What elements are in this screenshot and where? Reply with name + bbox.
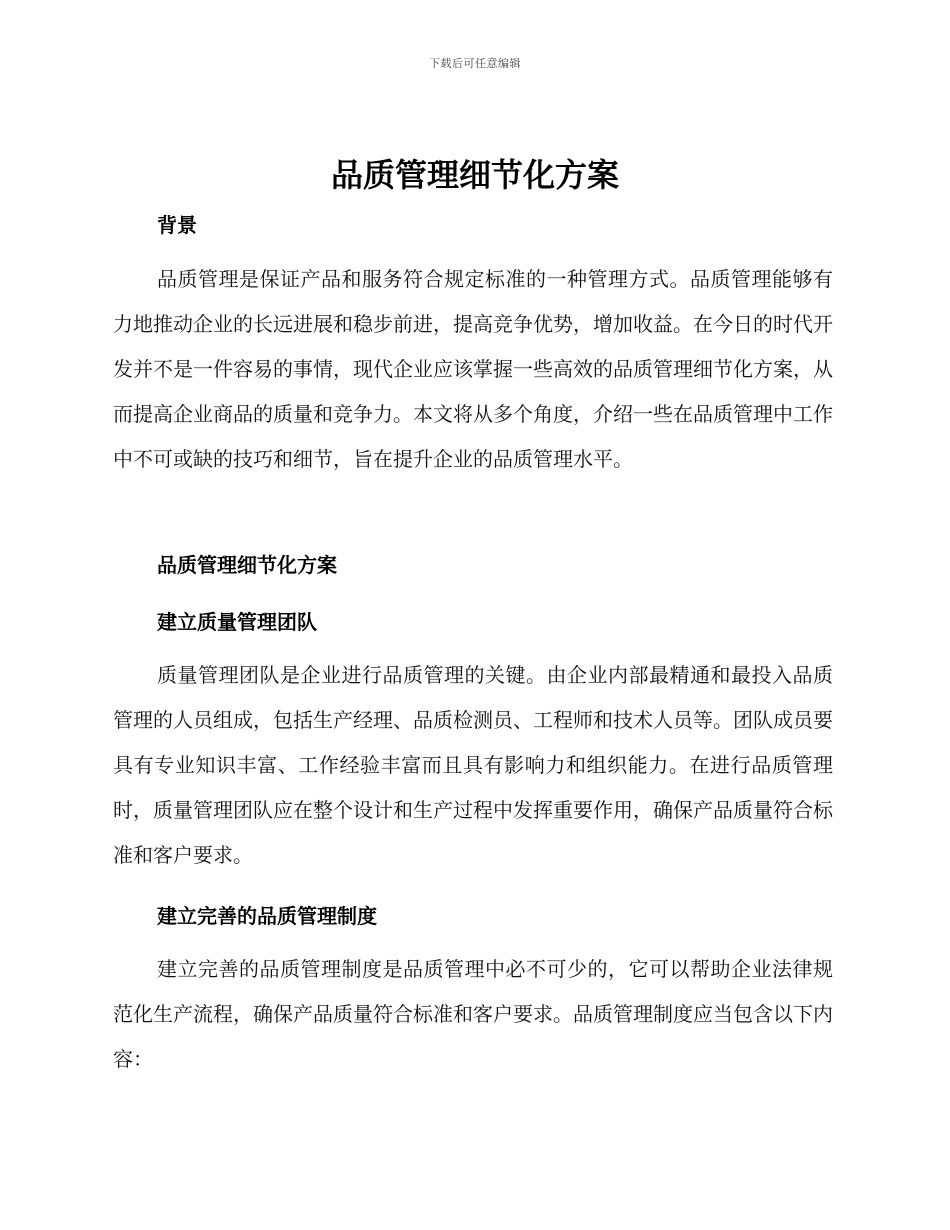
team-heading: 建立质量管理团队: [157, 610, 317, 634]
document-title: 品质管理细节化方案: [330, 156, 619, 194]
background-heading: 背景: [157, 213, 197, 237]
team-paragraph: 质量管理团队是企业进行品质管理的关键。由企业内部最精通和最投入品质管理的人员组成，包括生产经理、品质检测员、工程师和技术人员等。团队成员要具有专业知识丰富、工作经验丰富而且具有影响力和组织能力。在进行品质管理时，质量管理团队应在整个设计和生产过程中发挥重要作用，确保产品质量符合标准和客户要求。: [113, 663, 833, 867]
team-section-body: [113, 653, 833, 878]
background-section-body: [113, 257, 833, 482]
team-section-heading-wrap: [113, 606, 833, 635]
plan-heading: 品质管理细节化方案: [157, 553, 337, 577]
header-note: 下载后可任意编辑: [429, 57, 521, 70]
system-paragraph: 建立完善的品质管理制度是品质管理中必不可少的，它可以帮助企业法律规范化生产流程，确保产品质量符合标准和客户要求。品质管理制度应当包含以下内容：: [113, 957, 833, 1071]
system-heading: 建立完善的品质管理制度: [157, 904, 377, 928]
system-section-heading-wrap: [113, 900, 833, 929]
plan-section: [113, 549, 833, 578]
system-section-body: [113, 947, 833, 1082]
background-paragraph: 品质管理是保证产品和服务符合规定标准的一种管理方式。品质管理能够有力地推动企业的长远进展和稳步前进，提高竞争优势，增加收益。在今日的时代开发并不是一件容易的事情，现代企业应该掌握一些高效的品质管理细节化方案，从而提高企业商品的质量和竞争力。本文将从多个角度，介绍一些在品质管理中工作中不可或缺的技巧和细节，旨在提升企业的品质管理水平。: [113, 267, 833, 471]
background-section-heading-wrap: [113, 209, 833, 238]
